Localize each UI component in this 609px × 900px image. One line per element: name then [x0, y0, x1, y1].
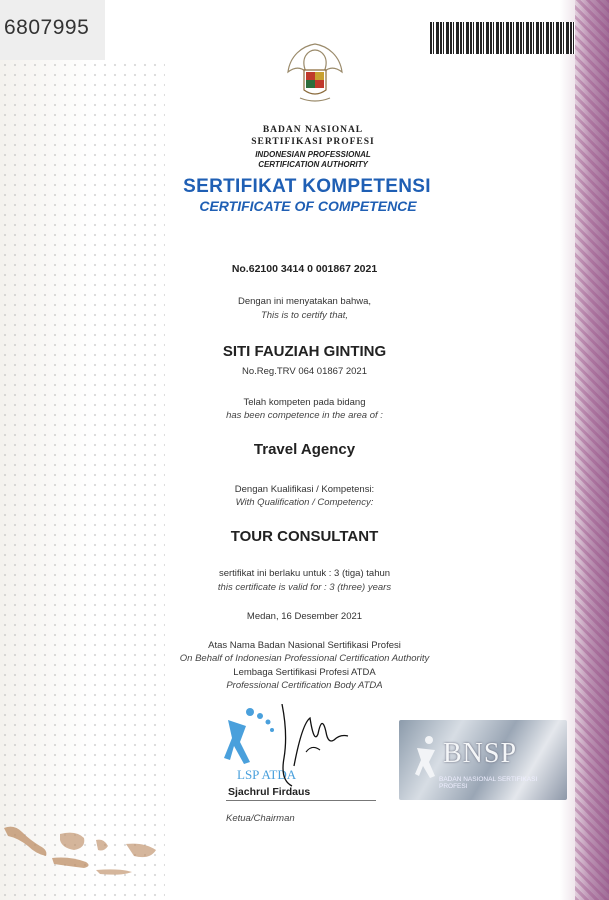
institution-line-2: SERTIFIKASI PROFESI — [251, 137, 375, 147]
bnsp-hologram — [399, 720, 567, 800]
signature-icon — [222, 704, 372, 794]
bnsp-figure-icon — [413, 734, 441, 780]
lsp-logo-text: LSP ATDA — [237, 767, 297, 782]
certificate-subtitle: CERTIFICATE OF COMPETENCE — [199, 198, 417, 214]
place-date: Medan, 16 Desember 2021 — [246, 611, 363, 622]
bnsp-hologram-subtext: BADAN NASIONAL SERTIFIKASI PROFESI — [439, 776, 538, 790]
on-behalf-line-4: Professional Certification Body ATDA — [226, 680, 383, 691]
field-intro-en: has been competence in the area of : — [226, 410, 383, 421]
on-behalf-line-2: On Behalf of Indonesian Professional Certification Authority — [179, 653, 430, 664]
certificate-number: No.62100 3414 0 001867 2021 — [231, 263, 378, 275]
signature-line — [226, 800, 376, 801]
statement-en: This is to certify that, — [260, 310, 349, 321]
validity-en: this certificate is valid for : 3 (three) years — [217, 582, 392, 593]
signatory-title: Ketua/Chairman — [226, 813, 295, 824]
garuda-emblem-icon — [282, 38, 348, 110]
qualification-intro-en: With Qualification / Competency: — [235, 497, 374, 508]
bnsp-hologram-text: BNSP — [443, 738, 518, 769]
serial-number: 6807995 — [4, 16, 90, 39]
competence-field: Travel Agency — [253, 441, 356, 458]
indonesia-map-icon — [0, 820, 160, 890]
certificate-title: SERTIFIKAT KOMPETENSI — [183, 176, 431, 197]
validity-id: sertifikat ini berlaku untuk : 3 (tiga) tahun — [218, 568, 391, 579]
on-behalf-line-3: Lembaga Sertifikasi Profesi ATDA — [233, 667, 376, 678]
statement-id: Dengan ini menyatakan bahwa, — [237, 296, 372, 307]
institution-line-3: INDONESIAN PROFESSIONAL — [255, 150, 371, 159]
qualification: TOUR CONSULTANT — [230, 528, 379, 545]
holder-name: SITI FAUZIAH GINTING — [222, 343, 387, 360]
registration-number: No.Reg.TRV 064 01867 2021 — [242, 366, 367, 377]
institution-line-1: BADAN NASIONAL — [262, 125, 364, 135]
on-behalf-line-1: Atas Nama Badan Nasional Sertifikasi Profesi — [208, 640, 401, 651]
qualification-intro-id: Dengan Kualifikasi / Kompetensi: — [234, 484, 375, 495]
signatory-name: Sjachrul Firdaus — [228, 786, 311, 798]
field-intro-id: Telah kompeten pada bidang — [243, 397, 366, 408]
institution-line-4: CERTIFICATION AUTHORITY — [258, 160, 368, 169]
barcode — [430, 22, 575, 54]
